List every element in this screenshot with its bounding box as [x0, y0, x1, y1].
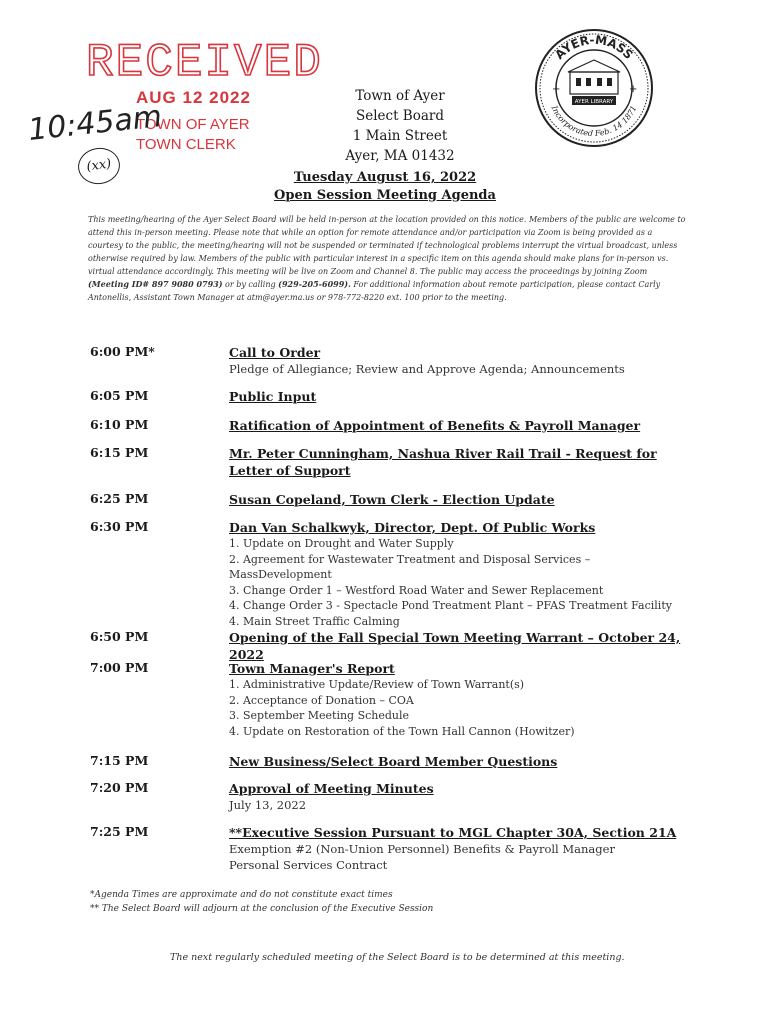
footnotes [90, 888, 690, 916]
agenda-time: 6:05 PM [90, 388, 149, 403]
footnote-1: *Agenda Times are approximate and do not constitute exact times [90, 890, 393, 900]
svg-text:+: + [629, 84, 638, 95]
agenda-heading: Town Manager's Report [229, 661, 395, 676]
agenda-heading: New Business/Select Board Member Questions [229, 754, 558, 769]
notice-zoom-id: (Meeting ID# 897 9080 0793) [88, 279, 223, 289]
next-meeting-note: The next regularly scheduled meeting of the Select Board is to be determined at this meeting. [170, 952, 625, 963]
handwritten-initials: (xx) [76, 145, 123, 186]
agenda-heading: **Executive Session Pursuant to MGL Chapter 30A, Section 21A [229, 825, 677, 840]
agenda-time: 7:25 PM [90, 824, 149, 839]
agenda-subtext: Personal Services Contract [229, 858, 388, 872]
agenda-time: 7:20 PM [90, 780, 149, 795]
seal-top-text: AYER-MASS [552, 32, 636, 62]
list-item: 2. Agreement for Wastewater Treatment and Disposal Services – MassDevelopment [229, 552, 591, 581]
seal-bottom-text: Incorporated Feb. 14 1871 [549, 104, 639, 139]
footnote-2: ** The Select Board will adjourn at the conclusion of the Executive Session [90, 904, 434, 914]
list-item: 4. Main Street Traffic Calming [229, 614, 400, 628]
agenda-time: 6:50 PM [90, 629, 149, 644]
agenda-heading: Opening of the Fall Special Town Meeting Warrant – October 24, 2022 [229, 630, 681, 662]
meeting-title: Open Session Meeting Agenda [274, 188, 496, 203]
list-item: 3. September Meeting Schedule [229, 709, 410, 722]
agenda-subtext: Exemption #2 (Non-Union Personnel) Benefits & Payroll Manager [229, 842, 615, 856]
town-seal-icon [534, 28, 654, 148]
agenda-sub-list [229, 677, 689, 739]
address-line-1: Town of Ayer [355, 88, 445, 104]
handwritten-time: 10:45am [26, 99, 164, 148]
agenda-heading: Mr. Peter Cunningham, Nashua River Rail Trail - Request for Letter of Support [229, 446, 657, 478]
seal-label: AYER LIBRARY [574, 99, 614, 105]
list-item: 3. Change Order 1 – Westford Road Water and Sewer Replacement [229, 583, 604, 597]
town-address [300, 86, 500, 166]
agenda-subtext: Pledge of Allegiance; Review and Approve Agenda; Announcements [229, 362, 625, 376]
received-stamp-date: AUG 12 2022 [136, 88, 251, 107]
agenda-time: 6:25 PM [90, 491, 149, 506]
address-line-3: 1 Main Street [352, 128, 448, 144]
notice-text-after: For additional information about remote participation, please contact Carly Antonellis, Assistant Town Manager at atm@ayer.ma.us or 978-772-8220 ext. 100 prior to the meeting. [88, 280, 661, 302]
meeting-notice [88, 213, 688, 304]
list-item: 4. Update on Restoration of the Town Hall Cannon (Howitzer) [229, 724, 575, 738]
agenda-sub-list [229, 536, 689, 629]
address-line-4: Ayer, MA 01432 [345, 148, 455, 164]
agenda-time: 6:10 PM [90, 417, 149, 432]
agenda-heading: Approval of Meeting Minutes [229, 781, 434, 796]
notice-text-before: This meeting/hearing of the Ayer Select Board will be held in-person at the location provided on this notice. Members of the public are welcome to attend this in-person meeting. Please note that while an option for remote attendance and/or participation via Zoom is being provided as a courtesy to the public, the meeting/hearing will not be suspended or terminated if technological problems interrupt the virtual broadcast, unless otherwise required by law. Members of the public with particular interest in a specific item on this agenda should make plans for in-person vs. virtual attendance accordingly. This meeting will be live on Zoom and Channel 8. The public may access the proceedings by joining Zoom [88, 215, 686, 276]
list-item: 1. Update on Drought and Water Supply [229, 537, 454, 550]
received-stamp-town: TOWN OF AYER [136, 116, 250, 133]
list-item: 1. Administrative Update/Review of Town Warrant(s) [229, 678, 525, 691]
agenda-time: 6:30 PM [90, 519, 149, 534]
meeting-date: Tuesday August 16, 2022 [293, 170, 477, 185]
agenda-heading: Ratification of Appointment of Benefits & Payroll Manager [229, 418, 641, 433]
received-stamp-office: TOWN CLERK [136, 136, 236, 153]
address-line-2: Select Board [355, 108, 444, 124]
list-item: 4. Change Order 3 - Spectacle Pond Treatment Plant – PFAS Treatment Facility [229, 599, 672, 612]
agenda-heading: Dan Van Schalkwyk, Director, Dept. Of Public Works [229, 520, 596, 535]
agenda-time: 6:00 PM* [90, 344, 155, 359]
received-stamp-title: RECEIVED [86, 37, 323, 89]
received-stamp [86, 37, 323, 160]
agenda-time: 6:15 PM [90, 445, 149, 460]
agenda-time: 7:00 PM [90, 660, 149, 675]
list-item: 2. Acceptance of Donation – COA [229, 693, 414, 707]
agenda-heading: Public Input [229, 389, 317, 404]
svg-text:+: + [552, 84, 561, 95]
agenda-heading: Call to Order [229, 345, 321, 360]
agenda-heading: Susan Copeland, Town Clerk - Election Update [229, 492, 555, 507]
notice-phone: (929-205-6099). [278, 279, 351, 289]
agenda-time: 7:15 PM [90, 753, 149, 768]
notice-text-mid: or by calling [222, 280, 279, 289]
agenda-subtext: July 13, 2022 [229, 798, 307, 812]
